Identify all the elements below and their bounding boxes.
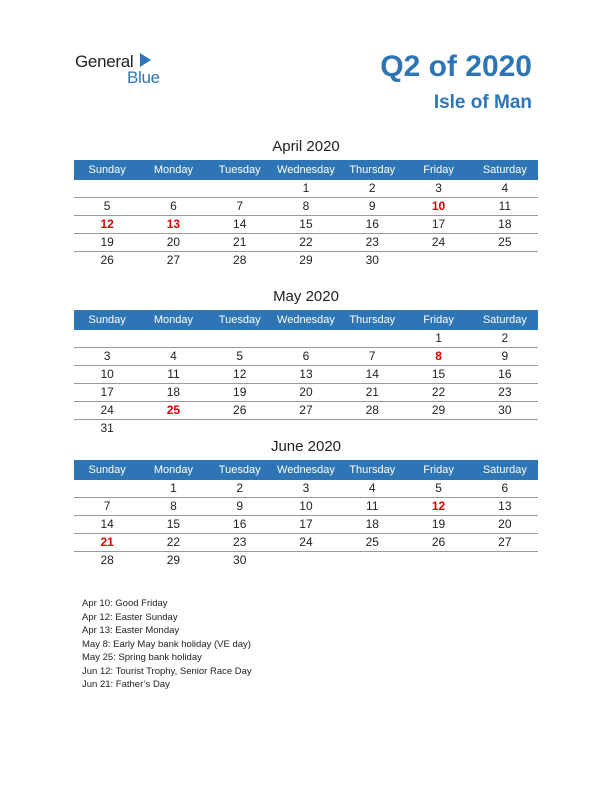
day-cell: 23 <box>498 385 512 399</box>
day-cell: 16 <box>498 367 512 381</box>
day-cell: 29 <box>299 253 313 267</box>
weekday-saturday: Saturday <box>482 164 527 176</box>
day-cell: 9 <box>368 199 376 213</box>
day-cell: 31 <box>100 421 114 435</box>
day-cell: 24 <box>299 535 313 549</box>
holiday-note: May 8: Early May bank holiday (VE day) <box>82 638 251 650</box>
day-cell: 30 <box>233 553 247 567</box>
holiday-note: May 25: Spring bank holiday <box>82 652 202 663</box>
day-cell: 12 <box>233 367 247 381</box>
day-cell: 1 <box>435 331 442 345</box>
day-cell: 10 <box>100 367 114 381</box>
day-cell: 11 <box>366 499 379 513</box>
day-cell: 26 <box>431 535 446 549</box>
month-june <box>74 438 538 569</box>
holiday-note: Apr 12: Easter Sunday <box>82 611 178 623</box>
holiday-note: Apr 13: Easter Monday <box>82 625 180 636</box>
day-cell: 2 <box>501 331 509 345</box>
day-cell <box>273 552 339 569</box>
day-cell: 22 <box>299 235 313 249</box>
day-cell: 6 <box>302 349 310 363</box>
day-cell: 6 <box>501 481 509 495</box>
month-may <box>74 288 538 437</box>
page-subtitle: Isle of Man <box>433 92 532 113</box>
week-row <box>74 516 538 534</box>
weekday-saturday: Saturday <box>482 464 527 476</box>
day-cell <box>74 330 140 347</box>
week-row <box>74 480 538 498</box>
day-cell: 8 <box>302 199 310 213</box>
weekday-wednesday: Wednesday <box>277 464 335 476</box>
weekday-tuesday: Tuesday <box>218 314 261 326</box>
day-cell: 11 <box>167 367 180 381</box>
week-row <box>74 216 538 234</box>
day-cell: 3 <box>435 181 442 195</box>
brand-general-text: General <box>75 52 134 71</box>
day-cell: 22 <box>431 385 446 399</box>
day-cell: 4 <box>501 181 509 195</box>
day-cell: 18 <box>166 385 181 399</box>
day-cell <box>472 552 538 569</box>
day-cell: 8 <box>170 499 177 513</box>
month-april <box>74 138 538 269</box>
weekday-tuesday: Tuesday <box>218 464 261 476</box>
day-cell <box>405 420 471 437</box>
month-weeks <box>74 480 538 569</box>
day-cell: 29 <box>166 553 181 567</box>
day-cell: 10 <box>299 499 313 513</box>
day-cell <box>207 420 273 437</box>
week-row <box>74 534 538 552</box>
day-cell: 28 <box>100 553 114 567</box>
weekday-wednesday: Wednesday <box>277 314 335 326</box>
day-cell: 7 <box>103 499 111 513</box>
day-cell <box>74 480 140 497</box>
day-cell: 21 <box>100 535 114 549</box>
day-cell: 2 <box>236 481 244 495</box>
day-cell: 18 <box>498 217 512 231</box>
weekday-friday: Friday <box>423 464 454 476</box>
day-cell: 5 <box>236 349 244 363</box>
week-row <box>74 384 538 402</box>
weekday-thursday: Thursday <box>349 314 396 326</box>
day-cell: 2 <box>368 181 376 195</box>
day-cell <box>339 330 405 347</box>
day-cell: 17 <box>100 385 114 399</box>
day-cell: 17 <box>299 517 313 531</box>
week-row <box>74 552 538 569</box>
day-cell: 12 <box>100 217 114 231</box>
day-cell <box>339 552 405 569</box>
week-row <box>74 198 538 216</box>
day-cell: 16 <box>365 217 379 231</box>
day-cell: 25 <box>365 535 379 549</box>
week-row <box>74 366 538 384</box>
weekday-wednesday: Wednesday <box>277 164 335 176</box>
day-cell: 10 <box>431 199 446 213</box>
holiday-note: Jun 21: Father’s Day <box>82 679 170 690</box>
day-cell: 24 <box>100 403 114 417</box>
weekday-friday: Friday <box>423 164 454 176</box>
day-cell <box>472 252 538 269</box>
day-cell: 30 <box>498 403 512 417</box>
day-cell: 13 <box>299 367 313 381</box>
day-cell: 14 <box>365 367 379 381</box>
day-cell: 8 <box>435 349 442 363</box>
day-cell: 23 <box>365 235 379 249</box>
day-cell: 19 <box>431 517 446 531</box>
week-row <box>74 348 538 366</box>
day-cell: 1 <box>170 481 177 495</box>
day-cell: 17 <box>431 217 446 231</box>
day-cell: 20 <box>498 517 512 531</box>
weekday-monday: Monday <box>153 164 193 176</box>
weekday-monday: Monday <box>153 464 193 476</box>
day-cell: 9 <box>236 499 244 513</box>
day-cell: 12 <box>431 499 446 513</box>
day-cell: 3 <box>103 349 111 363</box>
day-cell <box>472 420 538 437</box>
day-cell: 9 <box>501 349 509 363</box>
weekday-sunday: Sunday <box>88 464 126 476</box>
day-cell: 15 <box>166 517 181 531</box>
day-cell: 7 <box>236 199 244 213</box>
day-cell: 24 <box>431 235 446 249</box>
week-row <box>74 180 538 198</box>
day-cell: 1 <box>302 181 310 195</box>
weekday-header <box>74 460 538 480</box>
day-cell: 6 <box>170 199 177 213</box>
day-cell: 20 <box>166 235 181 249</box>
weekday-sunday: Sunday <box>88 164 126 176</box>
week-row <box>74 330 538 348</box>
holiday-note: Jun 12: Tourist Trophy, Senior Race Day <box>82 665 252 677</box>
day-cell: 30 <box>365 253 379 267</box>
brand-flag-icon <box>140 53 151 67</box>
week-row <box>74 234 538 252</box>
day-cell: 21 <box>233 235 247 249</box>
day-cell <box>339 420 405 437</box>
month-title: May 2020 <box>273 288 339 305</box>
day-cell: 16 <box>233 517 247 531</box>
day-cell: 27 <box>299 403 313 417</box>
month-weeks <box>74 330 538 437</box>
day-cell: 19 <box>100 235 114 249</box>
day-cell <box>207 180 273 197</box>
day-cell: 19 <box>233 385 247 399</box>
day-cell: 5 <box>103 199 111 213</box>
day-cell: 23 <box>233 535 247 549</box>
day-cell: 4 <box>170 349 177 363</box>
day-cell: 14 <box>100 517 114 531</box>
day-cell <box>273 330 339 347</box>
week-row <box>74 498 538 516</box>
month-title: April 2020 <box>272 138 340 155</box>
day-cell: 15 <box>431 367 446 381</box>
day-cell: 14 <box>233 217 247 231</box>
day-cell: 26 <box>233 403 247 417</box>
day-cell <box>405 552 471 569</box>
day-cell: 15 <box>299 217 313 231</box>
day-cell: 29 <box>431 403 446 417</box>
day-cell <box>74 180 140 197</box>
day-cell <box>405 252 471 269</box>
month-weeks <box>74 180 538 269</box>
weekday-sunday: Sunday <box>88 314 126 326</box>
holiday-note: Apr 10: Good Friday <box>82 598 168 609</box>
weekday-thursday: Thursday <box>349 464 396 476</box>
brand-blue-text: Blue <box>127 68 160 87</box>
day-cell: 22 <box>166 535 181 549</box>
weekday-header <box>74 310 538 330</box>
day-cell: 3 <box>302 481 310 495</box>
weekday-tuesday: Tuesday <box>218 164 261 176</box>
day-cell <box>140 330 206 347</box>
day-cell: 5 <box>435 481 442 495</box>
day-cell <box>140 180 206 197</box>
page-title: Q2 of 2020 <box>380 50 532 83</box>
weekday-friday: Friday <box>423 314 454 326</box>
day-cell: 21 <box>365 385 379 399</box>
day-cell: 7 <box>368 349 376 363</box>
week-row <box>74 420 538 437</box>
day-cell: 26 <box>100 253 114 267</box>
day-cell <box>140 420 206 437</box>
week-row <box>74 402 538 420</box>
day-cell: 25 <box>498 235 512 249</box>
brand-logo <box>75 52 160 87</box>
weekday-thursday: Thursday <box>349 164 396 176</box>
day-cell: 13 <box>166 217 181 231</box>
day-cell: 13 <box>498 499 512 513</box>
day-cell: 11 <box>498 199 512 213</box>
day-cell <box>207 330 273 347</box>
weekday-saturday: Saturday <box>482 314 527 326</box>
weekday-monday: Monday <box>153 314 193 326</box>
day-cell: 27 <box>498 535 512 549</box>
month-title: June 2020 <box>270 438 342 455</box>
day-cell: 25 <box>166 403 181 417</box>
day-cell: 4 <box>368 481 376 495</box>
week-row <box>74 252 538 269</box>
holiday-notes <box>82 597 252 692</box>
weekday-header <box>74 160 538 180</box>
day-cell: 18 <box>365 517 379 531</box>
day-cell: 28 <box>233 253 247 267</box>
day-cell: 20 <box>299 385 313 399</box>
day-cell: 28 <box>365 403 379 417</box>
day-cell: 27 <box>166 253 181 267</box>
day-cell <box>273 420 339 437</box>
